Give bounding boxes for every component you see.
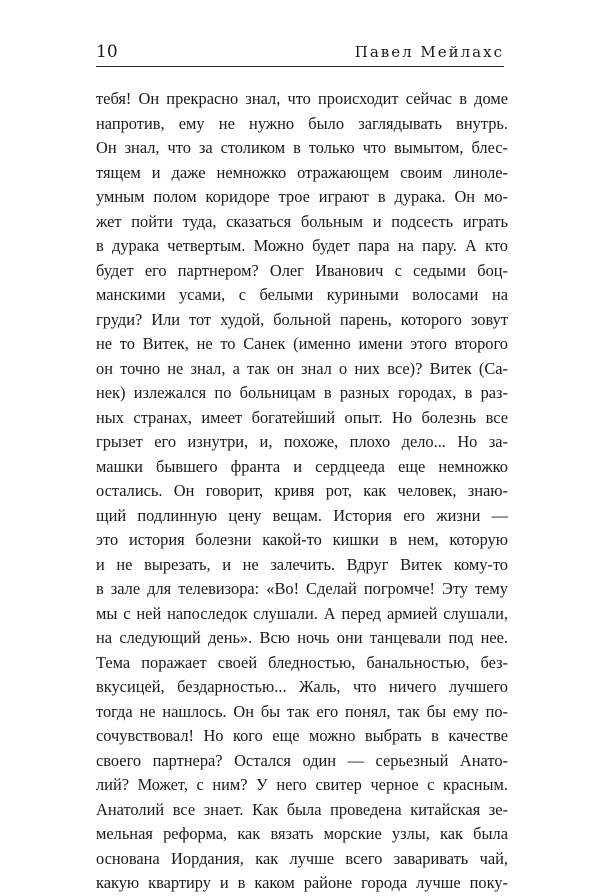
- text-line: щий подлинную цену вещам. История его жизни —: [96, 505, 508, 525]
- text-line: какую квартиру и в каком районе города лучше поку-: [96, 873, 508, 892]
- text-line: и не вырезать, и не залечить. Вдруг Витек кому-то: [96, 554, 508, 574]
- text-line: основана Иордания, как лучше всего заваривать чай,: [96, 848, 508, 868]
- text-line: грызет его изнутри, и, похоже, плохо дело... Но за-: [96, 432, 508, 451]
- text-line: Анатолий все знает. Как была проведена китайская зе-: [96, 799, 508, 819]
- text-line: сочувствовал! Но кого еще можно выбрать в качестве: [96, 726, 508, 745]
- text-line: Он знал, что за столиком в только что вымытом, блес-: [96, 138, 508, 157]
- text-line: лий? Может, с ним? У него свитер черное с красным.: [96, 775, 508, 794]
- text-line: это история болезни какой-то кишки в нем, которую: [96, 530, 508, 549]
- text-line: будет его партнером? Олег Иванович с седыми боц-: [96, 260, 508, 280]
- text-line: он точно не знал, а так он знал о них все)? Витек (Са-: [96, 358, 508, 378]
- body-text: [96, 87, 508, 896]
- text-line: в дурака четвертым. Можно будет пара на пару. А кто: [96, 236, 508, 255]
- page-number: 10: [96, 42, 118, 62]
- text-line: тящем и даже немножко отражающем своим линоле-: [96, 162, 508, 182]
- text-line: остались. Он говорит, кривя рот, как человек, знаю-: [96, 481, 508, 500]
- text-line: машки бывшего франта и сердцееда еще немножко: [96, 456, 508, 476]
- text-line: мельная реформа, как вязать морские узлы, как была: [96, 824, 508, 843]
- text-line: ных странах, имеет богатейший опыт. Но болезнь все: [96, 407, 508, 427]
- text-line: напротив, ему не нужно было заглядывать внутрь.: [96, 113, 508, 133]
- text-line: умным полом коридоре трое играют в дурака. Он мо-: [96, 187, 508, 206]
- text-line: манскими усами, с белыми куриными волосами на: [96, 285, 508, 304]
- text-line: в зале для телевизора: «Во! Сделай погромче! Эту тему: [96, 579, 508, 598]
- text-line: своего партнера? Остался один — серьезный Анато-: [96, 750, 508, 770]
- text-line: тогда не нашлось. Он бы так его понял, так бы ему по-: [96, 701, 508, 721]
- text-line: груди? Или тот худой, больной парень, которого зовут: [96, 309, 508, 329]
- text-line: на следующий день». Всю ночь они танцевали под нее.: [96, 628, 508, 647]
- text-line: жет пойти туда, сказаться больным и подсесть играть: [96, 211, 508, 231]
- text-line: вкусицей, бездарностью... Жаль, что ничего лучшего: [96, 677, 508, 696]
- header-rule: [96, 66, 504, 67]
- text-line: нек) излежался по больницам в разных городах, в раз-: [96, 383, 508, 402]
- text-line: тебя! Он прекрасно знал, что происходит сейчас в доме: [96, 89, 508, 108]
- page-header: [96, 42, 504, 64]
- text-line: Тема поражает своей бледностью, банальностью, без-: [96, 652, 508, 672]
- text-line: мы с ней напоследок слушали. А перед армией слушали,: [96, 603, 508, 623]
- running-head-author: Павел Мейлахс: [354, 43, 504, 61]
- text-line: не то Витек, не то Санек (именно имени этого второго: [96, 334, 508, 353]
